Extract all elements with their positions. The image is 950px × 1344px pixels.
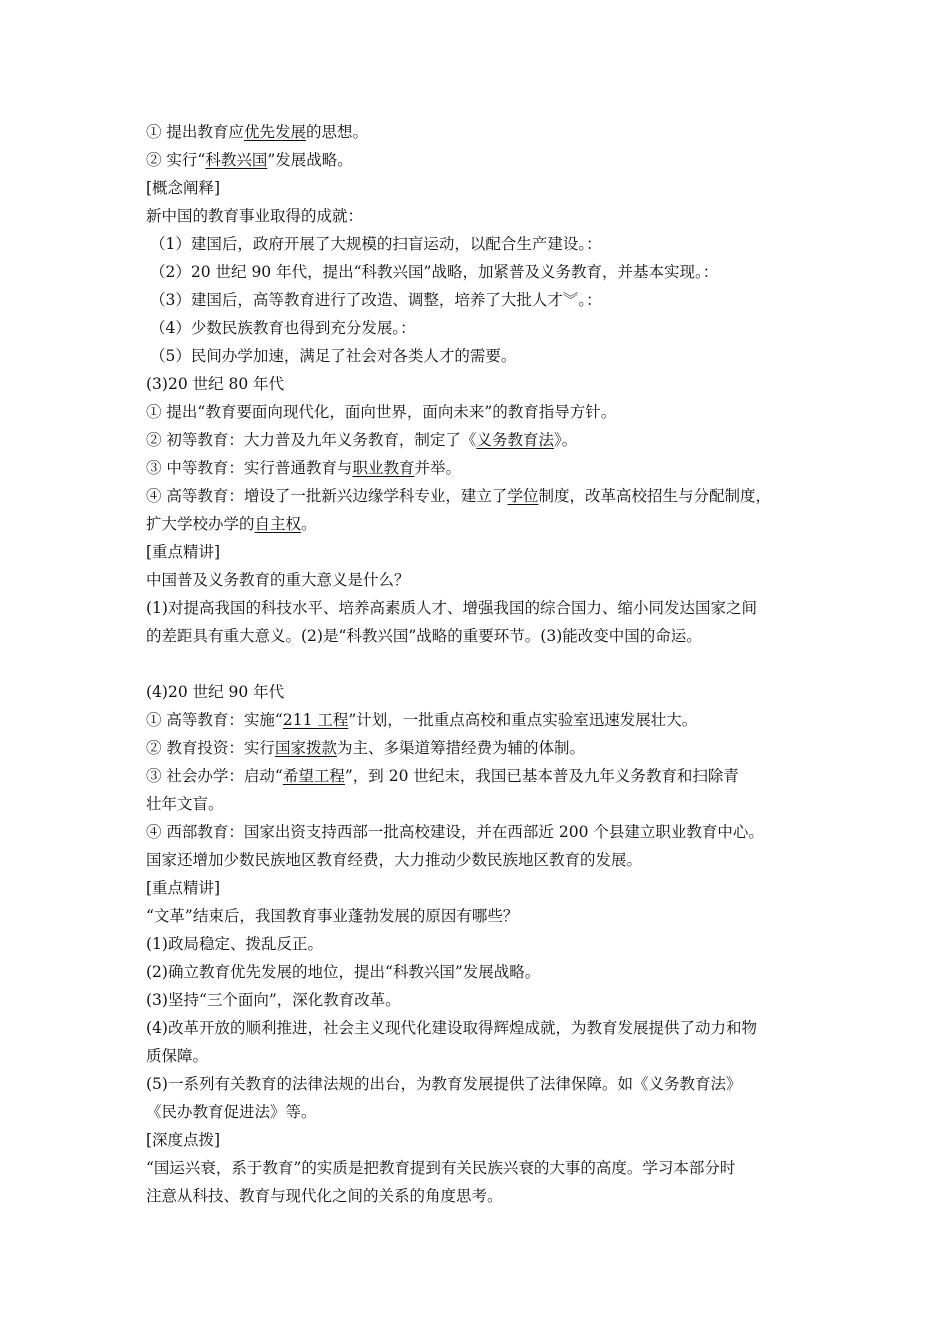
underlined-term: 国家拨款	[274, 739, 337, 757]
text-span: ④ 高等教育：增设了一批新兴边缘学科专业，建立了	[146, 487, 508, 505]
underlined-term: 科教兴国	[205, 151, 268, 169]
section-heading: [重点精讲]	[146, 543, 221, 561]
underlined-term: 自主权	[254, 515, 302, 533]
underlined-term: 职业教育	[352, 459, 415, 477]
text-line	[146, 706, 836, 734]
text-span: 为主、多渠道筹措经费为辅的体制。	[336, 739, 585, 757]
question-line: 中国普及义务教育的重大意义是什么？	[146, 571, 410, 589]
text-line: 壮年文盲。	[146, 795, 224, 813]
text-span: 。	[301, 515, 317, 533]
text-line: (1)政局稳定、拨乱反正。	[146, 935, 323, 953]
text-span: ”，到 20 世纪末，我国已基本普及九年义务教育和扫除青	[344, 767, 739, 785]
section-heading: [深度点拨]	[146, 1131, 221, 1149]
section-heading: [概念阐释]	[146, 179, 221, 197]
document-body	[146, 118, 836, 1210]
text-line: ① 提出“教育要面向现代化，面向世界，面向未来”的教育指导方针。	[146, 403, 617, 421]
text-line: 的差距具有重大意义。(2)是“科教兴国”战略的重要环节。(3)能改变中国的命运。	[146, 627, 702, 645]
text-line	[146, 762, 836, 790]
list-item: （4）少数民族教育也得到充分发展。：	[150, 319, 416, 337]
text-line: 《民办教育促进法》等。	[146, 1103, 317, 1121]
text-line: 新中国的教育事业取得的成就：	[146, 207, 364, 225]
subsection-heading: (3)20 世纪 80 年代	[146, 375, 285, 393]
text-span: 》。	[553, 431, 578, 449]
text-line	[146, 118, 836, 146]
text-line: (1)对提高我国的科技水平、培养高素质人才、增强我国的综合国力、缩小同发达国家之间	[146, 599, 757, 617]
text-line: 质保障。	[146, 1047, 209, 1065]
text-span: 制度，改革高校招生与分配制度，	[538, 487, 771, 505]
question-line: “文革”结束后，我国教育事业蓬勃发展的原因有哪些？	[146, 907, 519, 925]
text-line: (2)确立教育优先发展的地位，提出“科教兴国”发展战略。	[146, 963, 541, 981]
list-item: （3）建国后，高等教育进行了改造、调整，培养了大批人才︾。：	[150, 291, 602, 309]
text-span: ③ 社会办学：启动“	[146, 767, 283, 785]
text-span: ② 教育投资：实行	[146, 739, 275, 757]
text-span: 并举。	[414, 459, 461, 477]
text-line: ④ 西部教育：国家出资支持西部一批高校建设，并在西部近 200 个县建立职业教育中心。	[146, 823, 764, 841]
text-line: (4)改革开放的顺利推进，社会主义现代化建设取得辉煌成就，为教育发展提供了动力和物	[146, 1019, 757, 1037]
text-line	[146, 510, 836, 538]
text-line	[146, 734, 836, 762]
blank-line	[146, 650, 836, 678]
text-span: 的思想。	[305, 123, 368, 141]
underlined-term: 优先发展	[243, 123, 306, 141]
underlined-term: 义务教育法	[476, 431, 554, 449]
text-line: (3)坚持“三个面向”，深化教育改革。	[146, 991, 401, 1009]
text-line	[146, 482, 836, 510]
text-span: ② 初等教育：大力普及九年义务教育，制定了《	[146, 431, 477, 449]
text-span: ③ 中等教育：实行普通教育与	[146, 459, 353, 477]
underlined-term: 希望工程	[282, 767, 345, 785]
text-line: “国运兴衰，系于教育”的实质是把教育提到有关民族兴衰的大事的高度。学习本部分时	[146, 1159, 736, 1177]
list-item: （5）民间办学加速，满足了社会对各类人才的需要。	[150, 347, 517, 365]
text-line: (5)一系列有关教育的法律法规的出台，为教育发展提供了法律保障。如《义务教育法》	[146, 1075, 742, 1093]
text-span: ① 高等教育：实施“	[146, 711, 283, 729]
text-line	[146, 146, 836, 174]
text-line: 注意从科技、教育与现代化之间的关系的角度思考。	[146, 1187, 503, 1205]
underlined-term: 学位	[507, 487, 539, 505]
text-span: ”发展战略。	[267, 151, 353, 169]
subsection-heading: (4)20 世纪 90 年代	[146, 683, 285, 701]
text-line: 国家还增加少数民族地区教育经费，大力推动少数民族地区教育的发展。	[146, 851, 643, 869]
text-span: ② 实行“	[146, 151, 206, 169]
text-span: ① 提出教育应	[146, 123, 244, 141]
list-item: （2）20 世纪 90 年代，提出“科教兴国”战略，加紧普及义务教育，并基本实现。：	[150, 263, 719, 281]
text-span: ”计划，一批重点高校和重点实验室迅速发展壮大。	[348, 711, 698, 729]
text-span: 扩大学校办学的	[146, 515, 255, 533]
section-heading: [重点精讲]	[146, 879, 221, 897]
underlined-term: 211 工程	[282, 711, 349, 729]
list-item: （1）建国后，政府开展了大规模的扫盲运动，以配合生产建设。：	[150, 235, 602, 253]
text-line	[146, 454, 836, 482]
text-line	[146, 426, 836, 454]
